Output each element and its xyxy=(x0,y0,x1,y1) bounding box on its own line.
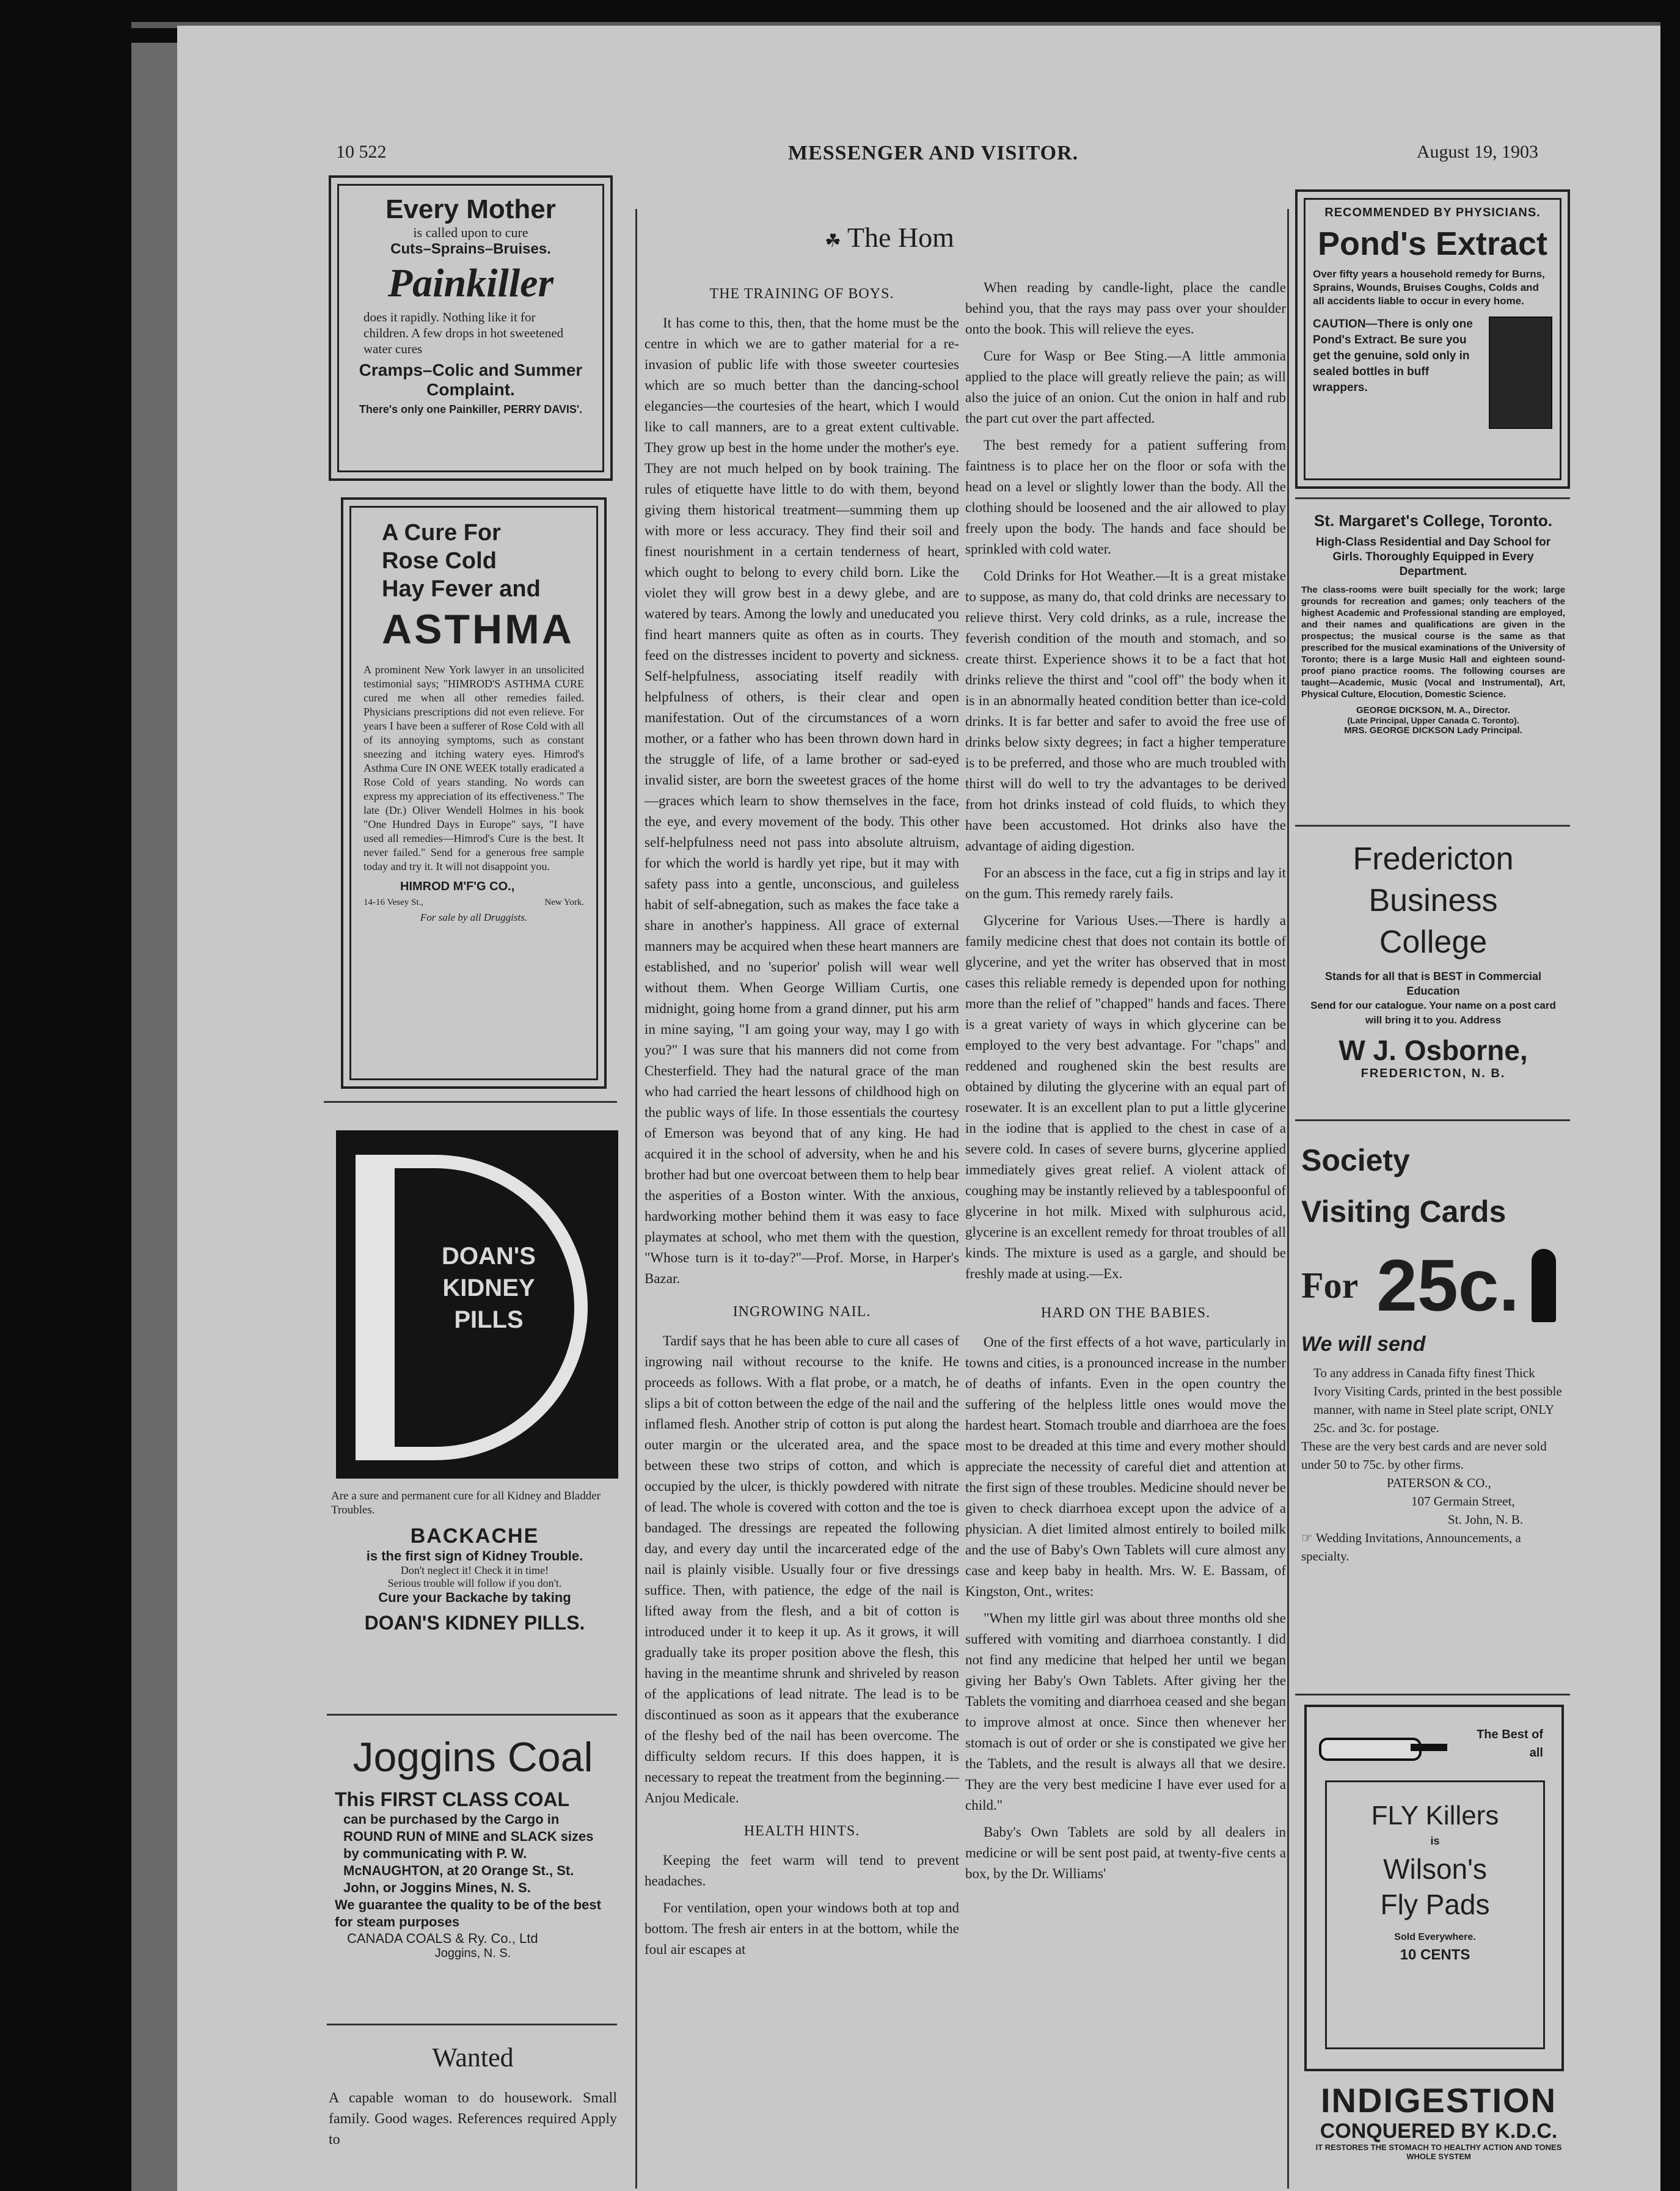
ad-headline: A Cure For xyxy=(382,520,501,546)
ad-headline: Business xyxy=(1368,883,1498,918)
ad-caption: Are a sure and permanent cure for all Kidney and Bladder Troubles. xyxy=(331,1490,601,1516)
ad-headline: Wilson's xyxy=(1383,1853,1487,1885)
ad-text: is called upon to cure xyxy=(413,225,528,240)
ad-headline: BACKACHE xyxy=(410,1524,539,1548)
ad-text: We guarantee the quality to be of the best for steam purposes xyxy=(335,1897,601,1929)
indigestion-ad xyxy=(1310,2082,1567,2161)
director-note: (Late Principal, Upper Canada C. Toronto). xyxy=(1347,715,1519,725)
ad-headline: St. Margaret's College, Toronto. xyxy=(1314,511,1552,530)
ad-text: The Best of all xyxy=(1477,1728,1543,1760)
ad-text: Sold Everywhere. xyxy=(1394,1932,1476,1942)
article-heading: INGROWING NAIL. xyxy=(732,1304,871,1320)
ad-body: can be purchased by the Cargo in ROUND RUN of MINE and SLACK sizes by communicating with P. W. McNAUGHTON, at 20 Orange St., St. John, or Joggins Mines, N. S. xyxy=(343,1812,594,1895)
ad-caution: CAUTION—There is only one Pond's Extract. Be sure you get the genuine, sold only in sealed bottles in buff wrappers. xyxy=(1313,318,1473,394)
ad-text: We will send xyxy=(1301,1333,1426,1356)
ad-footer: DOAN'S KIDNEY PILLS. xyxy=(364,1612,585,1634)
article-paragraph: "When my little girl was about three months old she suffered with vomiting and diarrhoea constantly. I did not find any medicine that helped her until we began giving her Baby's Own Tablets. After giving her the Tablets the vomiting and diarrhoea ceased and she began to improve almost at once. Since then whenever her stomach is out of order or she is constipated we give her the Tablets, and the result is always all that we desire. They are the very best medicine I have ever used for a child." xyxy=(965,1611,1286,1813)
brand-name: Pond's Extract xyxy=(1318,225,1547,262)
lady-principal: MRS. GEORGE DICKSON Lady Principal. xyxy=(1344,725,1522,736)
article-paragraph: The best remedy for a patient suffering from faintness is to place her on the floor or sofa with the head on a level or slightly lower than the body. All the clothing should be loosened and the air allowed to play freely upon the body. The hands and face should be sprinkled with cold water. xyxy=(965,437,1286,557)
ad-text: Serious trouble will follow if you don't. xyxy=(387,1577,562,1589)
shamrock-icon: ☘ xyxy=(825,231,841,251)
fredericton-ad xyxy=(1301,838,1565,1081)
article-heading: THE TRAINING OF BOYS. xyxy=(709,286,894,302)
newspaper-page xyxy=(177,26,1660,2191)
section-rule xyxy=(327,2024,617,2025)
section-rule xyxy=(1295,497,1570,499)
ad-text: Cure your Backache by taking xyxy=(378,1590,571,1605)
company-name: HIMROD M'F'G CO., xyxy=(400,880,515,893)
ad-big-word: ASTHMA xyxy=(382,606,574,653)
director: GEORGE DICKSON, M. A., Director. xyxy=(1356,705,1510,715)
ad-headline: Fredericton xyxy=(1353,841,1514,877)
article-paragraph: Cold Drinks for Hot Weather.—It is a great mistake to suppose, as many do, that cold drinks are necessary to relieve thirst. Very cold drinks, as a rule, increase the feverish condition of the mouth and stomach, and so create thirst. Experience shows it to be a fact that hot drinks relieve the thirst and "cool off" the body when it is in an abnormally heated condition better than ice-cold drinks. It is far better and safer to avoid the free use of drinks below sixty degrees; in fact a higher temperature is to be preferred, and those who are much troubled with thirst will do well to try the advantages to be derived from hot drinks instead of cold fluids, to which they have been accustomed. Hot drinks also have the advantage of aiding digestion. xyxy=(965,568,1286,854)
doans-line: KIDNEY xyxy=(442,1275,535,1301)
address: 14-16 Vesey St., xyxy=(363,898,424,907)
ad-headline: College xyxy=(1379,924,1488,960)
asthma-ad xyxy=(341,497,607,1089)
ad-headline: INDIGESTION xyxy=(1320,2081,1557,2120)
section-rule xyxy=(1295,825,1570,827)
st-margarets-ad xyxy=(1301,511,1565,736)
page-number: 10 522 xyxy=(336,142,387,162)
ponds-extract-ad xyxy=(1295,189,1570,489)
article-paragraph: For ventilation, open your windows both at top and bottom. The fresh air enters in at the bottom, while the foul air escapes at xyxy=(645,1900,959,1957)
ad-footer: For sale by all Druggists. xyxy=(420,912,528,923)
ad-text: Cuts–Sprains–Bruises. xyxy=(390,241,551,257)
ad-headline: Cramps–Colic and Summer Complaint. xyxy=(359,360,583,399)
address: New York. xyxy=(544,898,584,907)
doans-ad-text xyxy=(331,1489,618,1634)
doans-line: PILLS xyxy=(454,1306,524,1333)
address: St. John, N. B. xyxy=(1448,1512,1524,1527)
doans-line: DOAN'S xyxy=(442,1243,536,1270)
ad-headline: Wanted xyxy=(432,2043,514,2072)
section-rule xyxy=(1295,1694,1570,1695)
column-rule xyxy=(635,209,637,2189)
ad-headline: Joggins Coal xyxy=(352,1734,593,1780)
article-paragraph: When reading by candle-light, place the candle behind you, that the rays may pass over your shoulder onto the book. This will relieve the eyes. xyxy=(965,280,1286,337)
ad-body: A capable woman to do housework. Small family. Good wages. References required Apply to xyxy=(329,2090,617,2148)
ad-body: These are the very best cards and are never sold under 50 to 75c. by other firms. xyxy=(1301,1439,1547,1472)
wanted-ad xyxy=(329,2042,617,2150)
ad-name: W J. Osborne, xyxy=(1339,1034,1528,1066)
article-paragraph: It has come to this, then, that the home must be the centre in which we are to gather material for a re-invasion of public life with those sweeter courtesies which are so much better than the dancing-school elegancies—the courtesies of the heart, which I would like to call manners, are to a great extent cultivable. They grow up best in the home under the mother's eye. They are not much helped on by book training. The rules of etiquette have little to do with them, beyond giving them historical treatment—summing them up with more or less accuracy. They find their soil and finest nourishment in a certain tenderness of heart, which ought to belong to every child born. Like the violet they will grow best in a dewy glebe, and are watered by tears. Among the lowly and uneducated you find heart manners quite as often as in courts. They feed on the distresses incident to poverty and sickness. Self-helpfulness, associating itself readily with helpfulness of others, is their clear and open manifestation. Out of the circumstances of a worn mother, or a father who has been thrown down hard in the struggle of life, of a lame brother or sad-eyed invalid sister, are born the sweetest graces of the home—graces which learn to show themselves in the face, the eye, and every movement of the body. This other self-helpfulness need not pass into absolute altruism, for which the world is hardly yet ripe, but it may with safety pass into a gentle, unconscious, and guileless habit of self-abnegation, such as makes the face take a share in another's happiness. All grace of external manners may be acquired when these heart manners are established, and no 'superior' polish will wear well without them. When George William Curtis, one midnight, going home from a grand dinner, put his arm in mine saying, "I am going your way, may I go with you?" I was sure that his manners did not come from Chesterfield. They had the natural grace of the man who had carried the heart lessons of childhood high on the public ways of life. In those essentials the courtesy of Emerson was beyond that of any king. He had acquired it in the school of adversity, when he and his brother had but one overcoat between them to help bear the asperities of a Boston winter. With the anxious, hardworking mother behind them it was easy to face playmates at school, who met them with the question, "Whose turn is it to-day?"—Prof. Morse, in Harper's Bazar. xyxy=(645,315,959,1286)
ad-text: Send for our catalogue. Your name on a post card will bring it to you. Address xyxy=(1310,1000,1556,1026)
article-paragraph: One of the first effects of a hot wave, particularly in towns and cities, is a pronounced increase in the number of deaths of infants. Even in the open country the suffering of the helpless little ones would move the hardest heart. Stomach trouble and diarrhoea are the foes most to be dreaded at this time and every mother should appreciate the necessity of careful diet and attention at the first sign of these troubles. Medicine should never be given to check diarrhoea except upon the advice of a physician. A diet limited almost entirely to boiled milk and the use of Baby's Own Tablets will cure almost any case and keep baby in health. Mrs. W. E. Bassam, of Kingston, Ont., writes: xyxy=(965,1334,1286,1599)
brand-name: Painkiller xyxy=(387,261,554,305)
fly-pads-ad xyxy=(1304,1705,1564,2071)
pointing-hand-icon xyxy=(1319,1719,1447,1774)
article-paragraph: Glycerine for Various Uses.—There is hardly a family medicine chest that does not contain its bottle of glycerine, and yet the writer has observed that in most cases this reliable remedy is depended upon for nothing more than the relief of "chapped" hands and faces. There is a great variety of ways in which glycerine can be employed to the very best advantage. For "chaps" and reddened and roughened skin the best results are obtained by diluting the glycerine with an equal part of rosewater. It is an excellent plan to put a little glycerine in the iodine that is applied to the chest in case of a severe cold. In cases of severe burns, glycerine applied immediately gives great relief. A violent attack of coughing may be instantly relieved by a tablespoonful of glycerine in hot milk. Mixed with sulphurous acid, glycerine is an excellent remedy for throat troubles of all kinds. The mixture is used as a gargle, and should be freshly made at using.—Ex. xyxy=(965,913,1286,1281)
address: 107 Germain Street, xyxy=(1411,1494,1515,1509)
ad-text: Stands for all that is BEST in Commercial Education xyxy=(1324,970,1542,997)
ad-text: Don't neglect it! Check it in time! xyxy=(400,1564,549,1576)
article-paragraph: Cure for Wasp or Bee Sting.—A little ammonia applied to the place will greatly relieve the pain; as will also the juice of an onion. Cut the onion in half and rub the part cut over the part affected. xyxy=(965,348,1286,426)
ad-text: CONQUERED BY K.D.C. xyxy=(1320,2120,1558,2143)
ad-footer: ☞ Wedding Invitations, Announcements, a specialty. xyxy=(1301,1531,1521,1564)
article-paragraph: Tardif says that he has been able to cure all cases of ingrowing nail without recourse to the knife. He proceeds as follows. With a flat probe, or a match, he slips a bit of cotton between the edge of the nail and the inflamed flesh. Another strip of cotton is put along the outer margin or the ulcerated area, and the space between these two strips of cotton, and which is occupied by the ulcer, is thickly powdered with nitrate of lead. The whole is covered with cotton and the toe is bandaged. The dressings are repeated the following day, and every day until the incarcerated edge of the nail is plainly visible. Usually four or five dressings suffice. Then, with patience, the edge of the nail is lifted away from the flesh, and a bit of cotton is introduced under it to keep it up. As it grows, it will gradually take its proper position above the flesh, this having in the meantime shrunk and shriveled by reason of the applications of lead nitrate. The lead is to be discontinued as soon as it appears that the exuberance of the fleshy bed of the nail has been overcome. The difficulty seldom recurs. If this does happen, it is necessary to repeat the treatment from the beginning.—Anjou Medicale. xyxy=(645,1333,959,1805)
ad-text: High-Class Residential and Day School for Girls. Thoroughly Equipped in Every Department. xyxy=(1315,536,1551,578)
ad-footer: There's only one Painkiller, PERRY DAVIS'. xyxy=(359,403,583,415)
pointing-hand-icon: ☞ xyxy=(1301,1531,1313,1545)
ad-text: RECOMMENDED BY PHYSICIANS. xyxy=(1324,206,1541,219)
section-rule xyxy=(327,1714,617,1716)
article-column-1 xyxy=(645,277,959,1966)
painkiller-ad xyxy=(329,175,613,481)
article-paragraph: Keeping the feet warm will tend to prevent headaches. xyxy=(645,1853,959,1889)
ad-headline: Society xyxy=(1301,1143,1410,1177)
ad-text: is xyxy=(1430,1835,1440,1847)
company-name: PATERSON & CO., xyxy=(1387,1476,1491,1490)
article-column-2 xyxy=(965,277,1286,1890)
page-edge-left xyxy=(131,43,177,2191)
ad-text: This FIRST CLASS COAL xyxy=(335,1788,569,1810)
doans-image xyxy=(336,1130,618,1479)
paper-title: MESSENGER AND VISITOR. xyxy=(788,142,1079,164)
ad-headline: Rose Cold xyxy=(382,548,497,574)
department-title: ☘ The Hom xyxy=(825,222,954,253)
article-paragraph: For an abscess in the face, cut a fig in strips and lay it on the gum. This remedy rarely fails. xyxy=(965,865,1286,901)
price: 10 CENTS xyxy=(1400,1947,1470,1963)
column-rule xyxy=(1287,209,1289,2189)
ad-text: is the first sign of Kidney Trouble. xyxy=(366,1548,583,1564)
ad-headline: Visiting Cards xyxy=(1301,1194,1507,1229)
price: 25c. xyxy=(1376,1245,1519,1326)
ad-body: A prominent New York lawyer in an unsolicited testimonial says; "HIMROD'S ASTHMA CURE cured me when all other remedies failed. Physicians prescriptions did not even relieve. For years I have been a sufferer of Rose Cold with all of its annoying symptoms, such as constant sneezing and itching watery eyes. Himrod's Asthma Cure IN ONE WEEK totally eradicated a Rose Cold of years standing. No words can express my appreciation of its effectiveness." The late (Dr.) Oliver Wendell Holmes in his book "One Hundred Days in Europe" says, "I have used all remedies—Himrod's Cure is the best. It never failed." Send for a generous free sample today and try it. It will not disappoint you. xyxy=(363,664,584,872)
article-paragraph: Baby's Own Tablets are sold by all dealers in medicine or will be sent post paid, at twenty-five cents a box, by the Dr. Williams' xyxy=(965,1824,1286,1881)
visiting-cards-ad xyxy=(1301,1135,1565,1565)
ad-text: IT RESTORES THE STOMACH TO HEALTHY ACTION AND TONES WHOLE SYSTEM xyxy=(1315,2143,1562,2161)
section-rule xyxy=(1295,1119,1570,1121)
ad-headline: Every Mother xyxy=(385,194,556,224)
bottle-image xyxy=(1489,316,1552,429)
issue-date: August 19, 1903 xyxy=(1416,142,1538,162)
ad-headline: FLY Killers xyxy=(1371,1801,1499,1831)
ad-body: To any address in Canada fifty finest Thick Ivory Visiting Cards, printed in the best possible manner, with name in Steel plate script, ONLY 25c. and 3c. for postage. xyxy=(1313,1366,1562,1435)
ad-body: Over fifty years a household remedy for Burns, Sprains, Wounds, Bruises Coughs, Colds and all accidents liable to occur in every home. xyxy=(1313,268,1545,307)
company-name: CANADA COALS & Ry. Co., Ltd xyxy=(347,1931,538,1946)
article-heading: HEALTH HINTS. xyxy=(743,1823,860,1839)
ad-body: does it rapidly. Nothing like it for children. A few drops in hot sweetened water cures xyxy=(363,310,564,356)
article-heading: HARD ON THE BABIES. xyxy=(1040,1305,1211,1321)
section-rule xyxy=(324,1101,617,1103)
joggins-ad xyxy=(329,1733,617,1961)
ad-headline: Hay Fever and xyxy=(382,576,541,602)
address: Joggins, N. S. xyxy=(434,1947,511,1960)
gentleman-icon xyxy=(1532,1249,1556,1322)
address: FREDERICTON, N. B. xyxy=(1360,1067,1506,1080)
ad-text: For xyxy=(1301,1265,1359,1306)
ad-headline: Fly Pads xyxy=(1380,1889,1490,1920)
ad-body: The class-rooms were built specially for the work; large grounds for recreation and games; only teachers of the highest Academic and Professional standing are employed, and their names and qualifications are given in the prospectus; the musical course is the same as that prescribed for the musical examinations of the University of Toronto; there is a large Music Hall and eighteen sound-proof piano practice rooms. The following courses are taught—Academic, Music (Vocal and Instrumental), Art, Physical Culture, Elocution, Domestic Science. xyxy=(1301,585,1565,700)
